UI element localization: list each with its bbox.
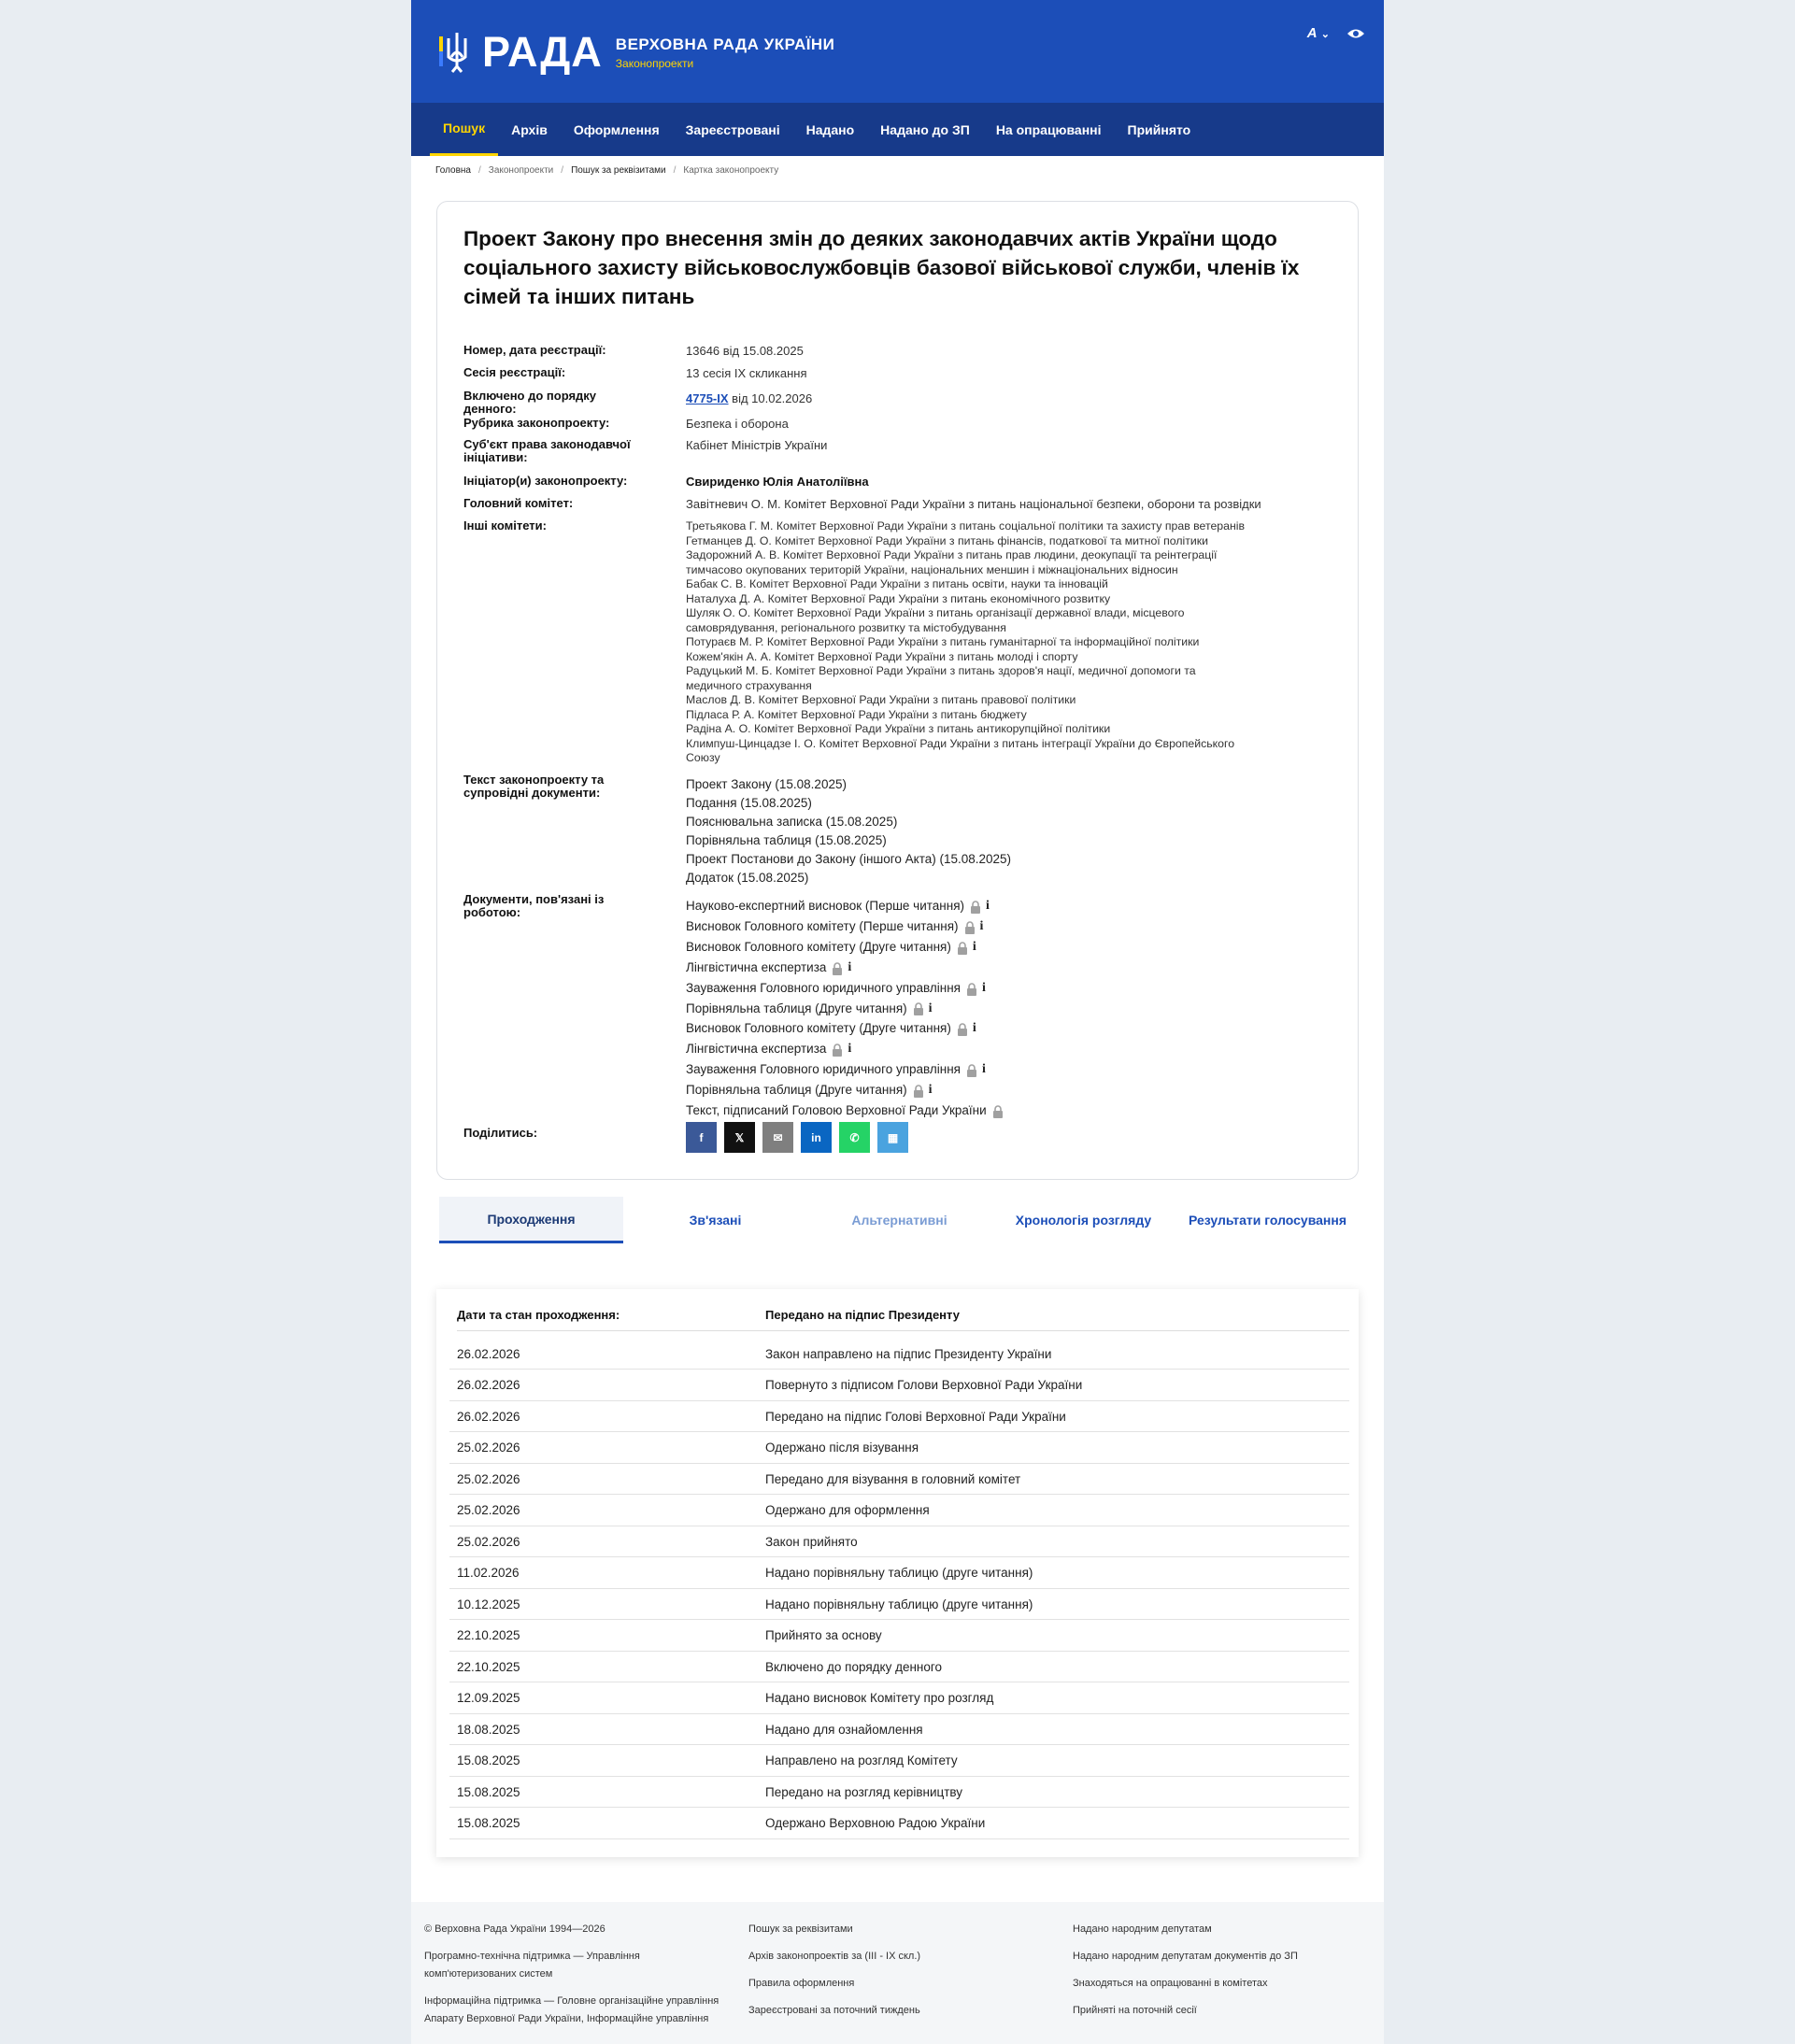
share-label: Поділитись: (463, 1126, 538, 1140)
committee-line: Союзу (686, 751, 720, 764)
facebook-share-icon[interactable]: f (686, 1122, 717, 1153)
related-doc[interactable] (686, 1039, 1331, 1059)
lock-icon (956, 1022, 969, 1035)
breadcrumb-separator: / (561, 164, 564, 176)
table-row (449, 1589, 1349, 1620)
committee-line: Маслов Д. В. Комітет Верховної Ради України з питань правової політики (686, 693, 1076, 706)
table-row (449, 1526, 1349, 1557)
share-buttons (686, 1122, 1331, 1153)
row-date: 15.08.2025 (457, 1753, 520, 1767)
agenda-link[interactable]: 4775-IX (686, 391, 729, 405)
footer-link[interactable]: Архів законопроектів за (III - IX скл.) (748, 1951, 921, 1962)
footer-link: © Верховна Рада України 1994—2026 (424, 1923, 605, 1935)
committee-line: самоврядування, регіонального розвитку та містобудування (686, 620, 1006, 634)
breadcrumb-item[interactable]: Пошук за реквізитами (571, 164, 666, 176)
row-date: 11.02.2026 (457, 1566, 520, 1580)
nav-item-3[interactable]: Зареєстровані (685, 121, 780, 137)
info-icon[interactable]: i (928, 1083, 933, 1098)
breadcrumb-separator: / (478, 164, 481, 176)
lock-icon (963, 920, 976, 933)
trident-icon (439, 31, 475, 74)
initiator-value[interactable]: Свириденко Юлія Анатоліївна (686, 475, 869, 489)
passage-table (436, 1289, 1359, 1857)
related-doc-label: Порівняльна таблиця (Друге читання) (686, 1083, 907, 1098)
row-status: Повернуто з підписом Голови Верховної Ради України (765, 1378, 1083, 1392)
texts-list (686, 775, 1331, 887)
row-status: Одержано для оформлення (765, 1503, 930, 1517)
breadcrumb (411, 156, 1384, 184)
subject-value: Кабінет Міністрів України (686, 438, 828, 452)
nav-item-0[interactable]: Пошук (430, 103, 498, 156)
related-doc[interactable] (686, 978, 1331, 999)
number-date-label: Номер, дата реєстрації: (463, 343, 606, 357)
tab-3[interactable]: Хронологія розгляду (1015, 1213, 1152, 1228)
related-doc[interactable] (686, 937, 1331, 958)
main-committee-label: Головний комітет: (463, 496, 574, 510)
row-date: 25.02.2026 (457, 1534, 520, 1549)
subject-label: Суб'єкт права законодавчої ініціативи: (463, 437, 631, 464)
footer-link: Інформаційна підтримка — Головне організаційне управління Апарату Верховної Ради України, Інформаційне управління (424, 1995, 719, 2024)
lock-icon (912, 1001, 925, 1015)
other-committees-list (686, 519, 1331, 766)
row-status: Закон прийнято (765, 1534, 858, 1549)
table-row (449, 1339, 1349, 1370)
session-label: Сесія реєстрації: (463, 365, 566, 379)
row-status: Надано для ознайомлення (765, 1722, 923, 1737)
table-row (449, 1370, 1349, 1401)
document-link[interactable]: Додаток (15.08.2025) (686, 871, 809, 885)
committee-line: Радуцький М. Б. Комітет Верховної Ради України з питань здоров'я нації, медичної допомоги та (686, 664, 1196, 677)
info-icon[interactable]: i (972, 939, 976, 954)
tab-4[interactable]: Результати голосування (1188, 1213, 1347, 1228)
row-date: 18.08.2025 (457, 1722, 520, 1737)
table-row (449, 1621, 1349, 1652)
info-icon[interactable]: i (982, 1062, 986, 1077)
table-row (449, 1809, 1349, 1839)
agenda-label: Включено до порядку денного: (463, 389, 597, 416)
lock-icon (831, 1043, 844, 1056)
texts-label: Текст законопроекту та супровідні документи: (463, 773, 605, 800)
breadcrumb-separator: / (673, 164, 677, 176)
related-doc[interactable] (686, 896, 1331, 916)
committee-line: Підласа Р. А. Комітет Верховної Ради України з питань бюджету (686, 707, 1027, 721)
breadcrumb-item: Картка законопроекту (683, 164, 779, 176)
committee-line: Третьякова Г. М. Комітет Верховної Ради України з питань соціальної політики та захисту прав ветеранів (686, 519, 1246, 532)
qr-share-icon[interactable]: ▦ (877, 1122, 908, 1153)
related-doc-label: Лінгвістична експертиза (686, 959, 827, 974)
site-header (411, 0, 1384, 103)
tab-bar (439, 1197, 1360, 1243)
row-status: Передано для візування в головний комітет (765, 1471, 1021, 1486)
related-doc[interactable] (686, 1018, 1331, 1039)
row-status: Передано на розгляд керівництву (765, 1784, 963, 1799)
other-committees-label: Інші комітети: (463, 518, 547, 532)
table-row (449, 1683, 1349, 1714)
bill-title: Проект Закону про внесення змін до деяких законодавчих актів України щодо соціального захисту військовослужбовців базової військової служби, членів їх сімей та інших питань (463, 227, 1300, 308)
row-status: Включено до порядку денного (765, 1659, 943, 1674)
row-status: Одержано Верховною Радою України (765, 1816, 986, 1830)
main-committee-value: Завітневич О. М. Комітет Верховної Ради України з питань національної безпеки, оборони та розвідки (686, 497, 1261, 511)
rubric-label: Рубрика законопроекту: (463, 416, 610, 430)
row-date: 26.02.2026 (457, 1409, 520, 1424)
footer-link[interactable]: Надано народним депутатам (1073, 1923, 1212, 1935)
related-doc[interactable] (686, 1059, 1331, 1080)
initiators-label: Ініціатор(и) законопроекту: (463, 474, 628, 488)
footer-link[interactable]: Знаходяться на опрацюванні в комітетах (1073, 1978, 1268, 1989)
row-status: Закон направлено на підпис Президенту України (765, 1346, 1052, 1361)
info-icon[interactable]: i (979, 918, 984, 933)
committee-line: Задорожний А. В. Комітет Верховної Ради України з питань прав людини, деокупації та реінтеграції (686, 548, 1218, 561)
document-link[interactable]: Порівняльна таблиця (15.08.2025) (686, 833, 887, 847)
lock-icon (965, 1063, 978, 1076)
table-row (449, 1777, 1349, 1808)
lock-icon (956, 941, 969, 954)
lock-icon (965, 982, 978, 995)
rubric-value: Безпека і оборона (686, 417, 789, 431)
bill-card (436, 201, 1359, 1180)
site-title: ВЕРХОВНА РАДА УКРАЇНИ (615, 35, 835, 53)
footer-col-links-2 (1073, 1921, 1372, 2029)
table-row (449, 1496, 1349, 1526)
passage-col2-header: Передано на підпис Президенту (765, 1307, 960, 1322)
related-doc-label: Лінгвістична експертиза (686, 1042, 827, 1057)
row-status: Одержано після візування (765, 1441, 919, 1455)
related-doc[interactable] (686, 999, 1331, 1019)
row-date: 10.12.2025 (457, 1597, 520, 1611)
info-icon[interactable]: i (986, 899, 990, 913)
related-doc[interactable] (686, 1100, 1331, 1121)
font-size-button[interactable]: A ⌄ (1306, 25, 1330, 41)
nav-item-4[interactable]: Надано (805, 121, 855, 137)
document-link[interactable]: Проект Постанови до Закону (іншого Акта) (15.08.2025) (686, 852, 1012, 866)
tab-0[interactable]: Проходження (439, 1197, 623, 1243)
row-date: 12.09.2025 (457, 1691, 520, 1705)
table-row (449, 1558, 1349, 1589)
committee-line: Наталуха Д. А. Комітет Верховної Ради України з питань економічного розвитку (686, 591, 1111, 605)
table-row (449, 1746, 1349, 1777)
related-doc-label: Висновок Головного комітету (Друге читання) (686, 939, 951, 954)
footer-col-info (424, 1921, 723, 2037)
row-status: Надано висновок Комітету про розгляд (765, 1691, 994, 1705)
site-footer (411, 1902, 1384, 2044)
lock-icon (831, 961, 844, 974)
row-date: 25.02.2026 (457, 1503, 520, 1517)
eye-icon[interactable] (1346, 27, 1365, 40)
lock-icon (969, 900, 982, 913)
lock-icon (912, 1084, 925, 1097)
nav-item-2[interactable]: Оформлення (573, 121, 660, 137)
footer-link[interactable]: Прийняті на поточній сесії (1073, 2005, 1197, 2016)
related-docs-label: Документи, пов'язані із роботою: (463, 892, 605, 919)
lock-icon (991, 1104, 1004, 1117)
row-date: 15.08.2025 (457, 1784, 520, 1799)
table-row (449, 1401, 1349, 1432)
info-icon[interactable]: i (848, 1042, 852, 1057)
related-doc-label: Висновок Головного комітету (Перше читання) (686, 918, 959, 933)
committee-line: тимчасово окупованих територій України, національних меншин і міжнаціональних відносин (686, 562, 1178, 576)
row-status: Направлено на розгляд Комітету (765, 1753, 958, 1767)
related-doc[interactable] (686, 1080, 1331, 1100)
document-link[interactable]: Пояснювальна записка (15.08.2025) (686, 815, 898, 829)
number-date-value: 13646 від 15.08.2025 (686, 344, 804, 358)
related-doc[interactable] (686, 958, 1331, 978)
document-link[interactable]: Проект Закону (15.08.2025) (686, 777, 847, 791)
main-nav (411, 103, 1384, 156)
row-status: Передано на підпис Голові Верховної Ради України (765, 1409, 1066, 1424)
related-doc-label: Текст, підписаний Головою Верховної Ради України (686, 1103, 987, 1118)
row-date: 26.02.2026 (457, 1378, 520, 1392)
row-status: Надано порівняльну таблицю (друге читання) (765, 1566, 1033, 1580)
committee-line: Гетманцев Д. О. Комітет Верховної Ради України з питань фінансів, податкової та митної політики (686, 533, 1209, 547)
related-doc-label: Зауваження Головного юридичного управління (686, 1062, 961, 1077)
whatsapp-share-icon[interactable]: ✆ (839, 1122, 870, 1153)
footer-link[interactable]: Надано народним депутатам документів до ЗП (1073, 1951, 1298, 1962)
table-row (449, 1652, 1349, 1682)
row-date: 15.08.2025 (457, 1816, 520, 1830)
nav-item-5[interactable]: Надано до ЗП (880, 121, 970, 137)
info-icon[interactable]: i (848, 959, 852, 974)
row-date: 22.10.2025 (457, 1628, 520, 1642)
passage-col1-header: Дати та стан проходження: (457, 1307, 620, 1322)
row-date: 22.10.2025 (457, 1659, 520, 1674)
info-icon[interactable]: i (982, 980, 986, 995)
footer-link[interactable]: Зареєстровані за поточний тиждень (748, 2005, 920, 2016)
document-link[interactable]: Подання (15.08.2025) (686, 796, 812, 810)
site-logo[interactable] (439, 28, 835, 76)
tab-2[interactable]: Альтернативні (851, 1213, 947, 1228)
info-icon[interactable]: i (972, 1021, 976, 1036)
nav-item-6[interactable]: На опрацюванні (995, 121, 1102, 137)
footer-link[interactable]: Пошук за реквізитами (748, 1923, 853, 1935)
nav-item-1[interactable]: Архів (511, 121, 548, 137)
breadcrumb-item[interactable]: Головна (435, 164, 471, 176)
committee-line: Потураєв М. Р. Комітет Верховної Ради України з питань гуманітарної та інформаційної політики (686, 635, 1200, 648)
footer-link[interactable]: Правила оформлення (748, 1978, 855, 1989)
committee-line: Шуляк О. О. Комітет Верховної Ради України з питань організації державної влади, місцевого (686, 606, 1185, 619)
row-date: 26.02.2026 (457, 1346, 520, 1361)
row-date: 25.02.2026 (457, 1471, 520, 1486)
related-doc-label: Науково-експертний висновок (Перше читання) (686, 899, 965, 913)
committee-line: Кожем'якін А. А. Комітет Верховної Ради України з питань молоді і спорту (686, 649, 1078, 663)
nav-item-7[interactable]: Прийнято (1127, 121, 1191, 137)
committee-line: Бабак С. В. Комітет Верховної Ради України з питань освіти, науки та інновацій (686, 577, 1108, 590)
logo-word: РАДА (482, 28, 603, 76)
related-doc-label: Висновок Головного комітету (Друге читання) (686, 1021, 951, 1036)
table-row (449, 1714, 1349, 1745)
footer-col-links-1 (748, 1921, 1047, 2029)
committee-line: медичного страхування (686, 678, 812, 692)
related-doc-label: Порівняльна таблиця (Друге читання) (686, 1001, 907, 1015)
related-doc-label: Зауваження Головного юридичного управління (686, 980, 961, 995)
committee-line: Радіна А. О. Комітет Верховної Ради України з питань антикорупційної політики (686, 722, 1111, 735)
page (411, 0, 1384, 2044)
x-share-icon[interactable]: 𝕏 (724, 1122, 755, 1153)
session-value: 13 сесія IX скликання (686, 366, 807, 380)
row-date: 25.02.2026 (457, 1441, 520, 1455)
related-doc[interactable] (686, 916, 1331, 937)
linkedin-share-icon[interactable]: in (801, 1122, 832, 1153)
site-subtitle: Законопроекти (615, 56, 694, 70)
agenda-date: від 10.02.2026 (728, 391, 813, 405)
table-row (449, 1464, 1349, 1495)
row-status: Прийнято за основу (765, 1628, 882, 1642)
breadcrumb-item[interactable]: Законопроекти (488, 164, 554, 176)
email-share-icon[interactable]: ✉ (762, 1122, 793, 1153)
info-icon[interactable]: i (928, 1001, 933, 1015)
footer-link: Програмно-технічна підтримка — Управління комп'ютеризованих систем (424, 1951, 640, 1980)
row-status: Надано порівняльну таблицю (друге читання) (765, 1597, 1033, 1611)
committee-line: Климпуш-Цинцадзе І. О. Комітет Верховної Ради України з питань інтеграції України до Європейського (686, 736, 1235, 750)
related-docs-list (686, 896, 1331, 1121)
tab-1[interactable]: Зв'язані (689, 1213, 742, 1228)
table-row (449, 1433, 1349, 1464)
passage-header (457, 1299, 1349, 1331)
